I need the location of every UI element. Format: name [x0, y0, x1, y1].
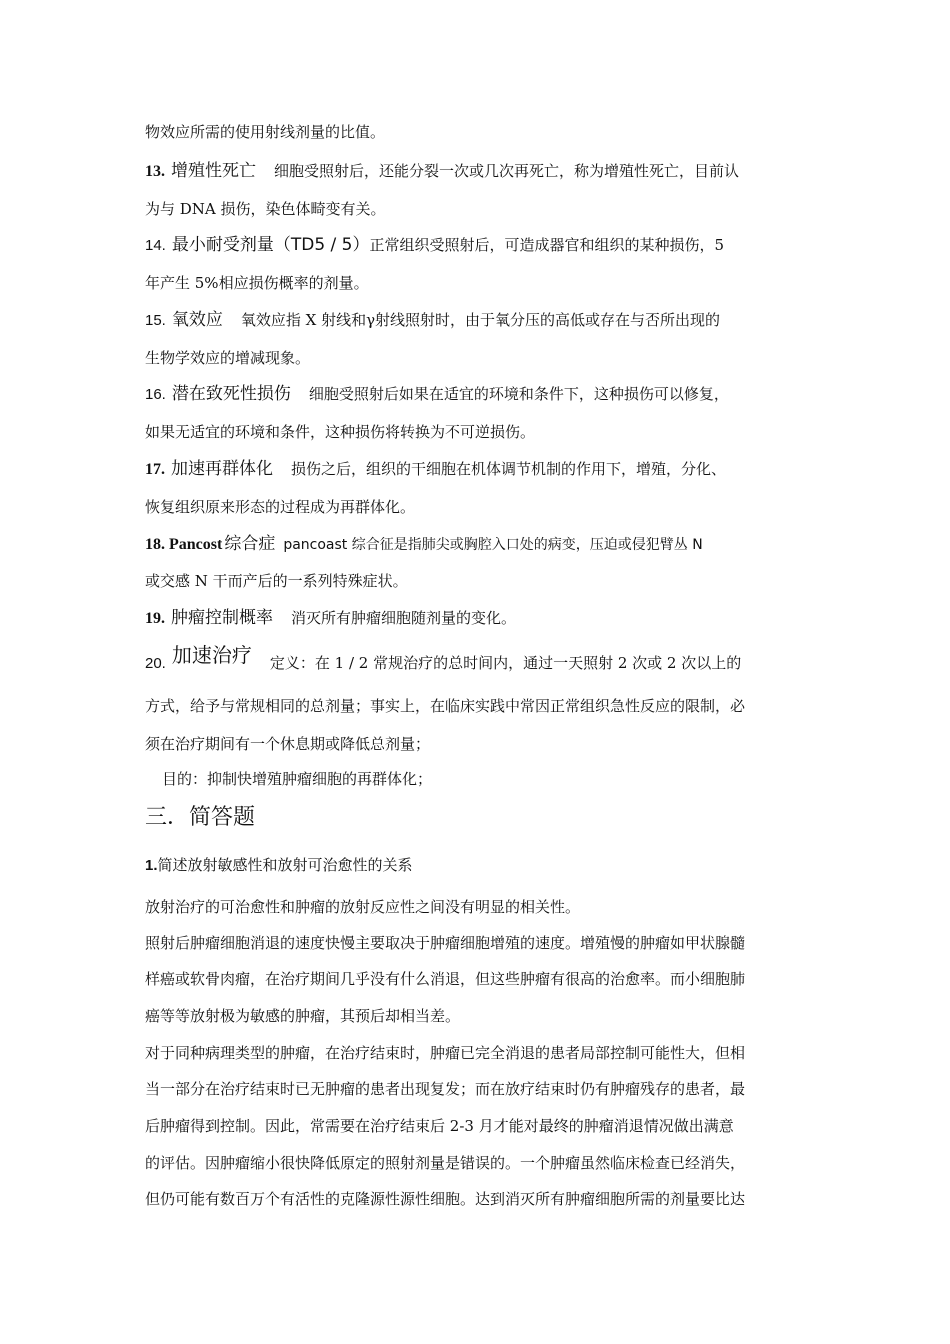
term-title: 加速再群体化: [171, 459, 273, 479]
term-definition: pancoast 综合征是指肺尖或胸腔入口处的病变，压迫或侵犯臂丛 N: [283, 537, 703, 553]
text-line: 方式，给予与常规相同的总剂量；事实上，在临床实践中常因正常组织急性反应的限制，必: [145, 697, 746, 715]
term-number: 16.: [145, 386, 166, 403]
term-number: 19.: [145, 610, 165, 627]
text-line: 或交感 N 干而产后的一系列特殊症状。: [145, 572, 408, 590]
text-line: 为与 DNA 损伤，染色体畸变有关。: [145, 200, 386, 218]
term-19: [145, 607, 810, 630]
text-line: 生物学效应的增减现象。: [145, 349, 311, 367]
text-line: 当一部分在治疗结束时已无肿瘤的患者出现复发；而在放疗结束时仍有肿瘤残存的患者，最: [145, 1080, 746, 1098]
term-title: 潜在致死性损伤: [171, 384, 291, 404]
term-definition: 正常组织受照射后，可造成器官和组织的某种损伤，5: [369, 236, 725, 254]
text-line: 后肿瘤得到控制。因此，常需要在治疗结束后 2-3 月才能对最终的肿瘤消退情况做出满意: [145, 1117, 734, 1135]
term-title: 最小耐受剂量（TD5 / 5）: [171, 235, 370, 255]
text-line: 如果无适宜的环境和条件，这种损伤将转换为不可逆损伤。: [145, 423, 536, 441]
text-line: 的评估。因肿瘤缩小很快降低原定的照射剂量是错误的。一个肿瘤虽然临床检查已经消失，: [145, 1154, 746, 1172]
term-14: [145, 234, 810, 257]
text-line: 恢复组织原来形态的过程成为再群体化。: [145, 498, 416, 516]
term-definition: 细胞受照射后如果在适宜的环境和条件下，这种损伤可以修复，: [308, 385, 729, 403]
term-title: 综合症: [224, 534, 276, 554]
term-title: 肿瘤控制概率: [171, 608, 273, 628]
text-line: 放射治疗的可治愈性和肿瘤的放射反应性之间没有明显的相关性。: [145, 898, 581, 916]
term-definition: 损伤之后，组织的干细胞在机体调节机制的作用下，增殖，分化、: [291, 460, 727, 478]
term-number: 18. Pancost: [145, 536, 223, 553]
term-number: 14.: [145, 237, 166, 254]
term-definition: 消灭所有肿瘤细胞随剂量的变化。: [291, 609, 517, 627]
text-line: 物效应所需的使用射线剂量的比值。: [145, 123, 386, 141]
term-definition: 定义：在 1 / 2 常规治疗的总时间内，通过一天照射 2 次或 2 次以上的: [269, 654, 742, 672]
term-20: [145, 643, 810, 675]
text-line: 年产生 5%相应损伤概率的剂量。: [145, 274, 369, 292]
term-13: [145, 160, 810, 183]
text-line: 样癌或软骨肉瘤，在治疗期间几乎没有什么消退，但这些肿瘤有很高的治愈率。而小细胞肺: [145, 970, 746, 988]
term-title: 增殖性死亡: [171, 161, 256, 181]
term-18: [145, 533, 810, 556]
term-17: [145, 458, 810, 481]
term-16: [145, 383, 810, 406]
term-number: 20.: [145, 655, 166, 672]
term-definition: 氧效应指 X 射线和γ射线照射时，由于氧分压的高低或存在与否所出现的: [240, 311, 721, 329]
text-line: 但仍可能有数百万个有活性的克隆源性源性细胞。达到消灭所有肿瘤细胞所需的剂量要比达: [145, 1190, 746, 1208]
term-number: 17.: [145, 461, 165, 478]
question-number: 1.: [145, 857, 158, 874]
term-definition: 细胞受照射后，还能分裂一次或几次再死亡，称为增殖性死亡，目前认: [274, 162, 740, 180]
text-line: 目的：抑制快增殖肿瘤细胞的再群体化；: [162, 770, 433, 788]
text-line: 癌等等放射极为敏感的肿瘤，其预后却相当差。: [145, 1007, 461, 1025]
section-heading: 三．简答题: [145, 805, 256, 830]
term-title: 加速治疗: [171, 643, 252, 667]
term-15: [145, 309, 810, 332]
text-line: 须在治疗期间有一个休息期或降低总剂量；: [145, 735, 431, 753]
question-text: 简述放射敏感性和放射可治愈性的关系: [157, 856, 413, 874]
term-title: 氧效应: [171, 310, 223, 330]
question-title: [145, 854, 413, 877]
text-line: 对于同种病理类型的肿瘤，在治疗结束时，肿瘤已完全消退的患者局部控制可能性大，但相: [145, 1044, 746, 1062]
term-number: 15.: [145, 312, 166, 329]
term-number: 13.: [145, 163, 165, 180]
text-line: 照射后肿瘤细胞消退的速度快慢主要取决于肿瘤细胞增殖的速度。增殖慢的肿瘤如甲状腺髓: [145, 934, 746, 952]
